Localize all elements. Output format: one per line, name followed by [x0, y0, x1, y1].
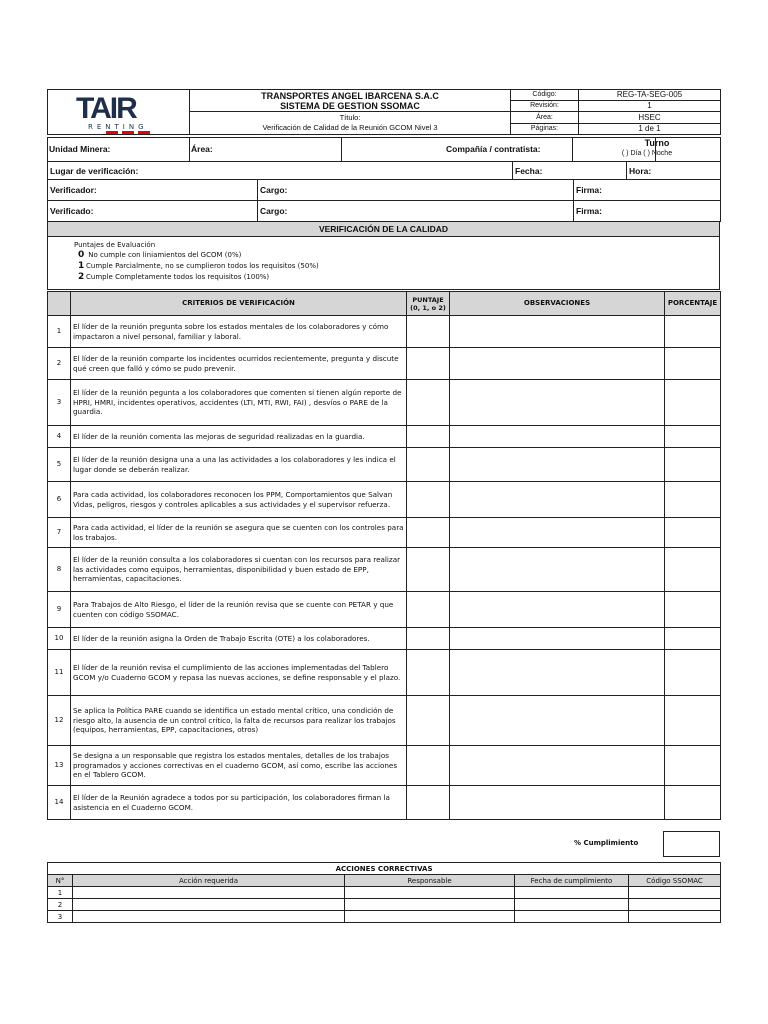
firma-field-2[interactable]: Firma:	[574, 201, 721, 222]
criteria-text: El líder de la reunión asigna la Orden de Trabajo Escrita (OTE) a los colaboradores.	[71, 628, 407, 650]
criteria-number: 14	[48, 786, 71, 820]
porcentaje-cell[interactable]	[665, 746, 721, 786]
score-text: Cumple Completamente todos los requisitos (100%)	[86, 273, 270, 281]
puntaje-cell[interactable]	[407, 696, 450, 746]
porcentaje-cell[interactable]	[665, 482, 721, 518]
porcentaje-cell[interactable]	[665, 518, 721, 548]
criteria-text: El líder de la reunión comparte los incidentes ocurridos recientemente, pregunta y discute qué creen que falló y cómo se pudo prevenir.	[71, 348, 407, 380]
porcentaje-cell[interactable]	[665, 628, 721, 650]
puntaje-cell[interactable]	[407, 518, 450, 548]
fecha-field[interactable]: Fecha:	[513, 162, 627, 180]
observaciones-cell[interactable]	[450, 348, 665, 380]
unidad-minera-field[interactable]: Unidad Minera:	[48, 138, 190, 162]
criteria-row	[48, 746, 721, 786]
verificado-field[interactable]: Verificado:	[48, 201, 258, 222]
criteria-number: 2	[48, 348, 71, 380]
criteria-row	[48, 518, 721, 548]
criteria-row	[48, 786, 721, 820]
score-number: 1	[78, 261, 85, 271]
action-cell[interactable]	[629, 899, 721, 911]
porcentaje-cell[interactable]	[665, 696, 721, 746]
observaciones-cell[interactable]	[450, 592, 665, 628]
logo-sub: RENTING	[88, 123, 148, 131]
actions-header: N°	[48, 875, 73, 887]
criteria-number: 3	[48, 380, 71, 426]
scores-legend	[48, 237, 720, 290]
system-name: SISTEMA DE GESTION SSOMAC	[280, 100, 420, 111]
puntaje-cell[interactable]	[407, 650, 450, 696]
action-cell[interactable]	[629, 911, 721, 923]
criteria-text: El líder de la reunión pregunta sobre los estados mentales de los colaboradores y cómo impactaron a nivel personal, familiar y laboral.	[71, 316, 407, 348]
cumplimiento-label: % Cumplimiento	[574, 839, 639, 847]
action-cell[interactable]	[345, 899, 515, 911]
area-field[interactable]: Área:	[190, 138, 342, 162]
cargo-field[interactable]: Cargo:	[258, 180, 574, 201]
observaciones-cell[interactable]	[450, 786, 665, 820]
meta-value: 1 de 1	[579, 124, 721, 135]
action-cell[interactable]	[629, 887, 721, 899]
criteria-text: El líder de la reunión designa una a una las actividades a los colaboradores y les indica el lugar donde se deberán realizar.	[71, 448, 407, 482]
criteria-row	[48, 548, 721, 592]
criteria-number: 5	[48, 448, 71, 482]
turno-box	[574, 138, 720, 158]
actions-title: ACCIONES CORRECTIVAS	[48, 863, 721, 875]
score-item	[50, 272, 717, 283]
observaciones-cell[interactable]	[450, 316, 665, 348]
puntaje-cell[interactable]	[407, 746, 450, 786]
logo-accent-bar	[138, 131, 150, 134]
title-label: Título:	[339, 113, 361, 122]
porcentaje-cell[interactable]	[665, 426, 721, 448]
action-cell[interactable]	[515, 899, 629, 911]
actions-body	[48, 887, 721, 923]
criteria-row	[48, 696, 721, 746]
criteria-row	[48, 592, 721, 628]
porcentaje-cell[interactable]	[665, 348, 721, 380]
action-cell[interactable]	[73, 899, 345, 911]
action-number: 3	[48, 911, 73, 923]
meta-label: Revisión:	[511, 101, 579, 112]
info-section-2	[47, 161, 721, 180]
meta-value: 1	[579, 101, 721, 112]
criteria-row	[48, 316, 721, 348]
porcentaje-cell[interactable]	[665, 316, 721, 348]
criteria-number: 11	[48, 650, 71, 696]
criteria-number: 10	[48, 628, 71, 650]
criteria-text: Se designa a un responsable que registra los estados mentales, detalles de los trabajos programados y acciones correctivas en el cuaderno GCOM, así como, escribe las acciones en el Tablero GCOM.	[71, 746, 407, 786]
criteria-text: Para cada actividad, el líder de la reunión se asegura que se cuenten con los controles para los trabajos.	[71, 518, 407, 548]
criteria-text: El líder de la reunión revisa el cumplimiento de las acciones implementadas del Tablero GCOM y/o Cuaderno GCOM y repasa las nuevas acciones, se define responsable y el plazo.	[71, 650, 407, 696]
company-logo	[48, 90, 190, 135]
compania-field[interactable]: Compañía / contratista:	[342, 138, 656, 162]
score-text: No cumple con liniamientos del GCOM (0%)	[88, 251, 242, 259]
turno-label: Turno	[644, 138, 670, 148]
action-cell[interactable]	[515, 887, 629, 899]
criteria-text: Para Trabajos de Alto Riesgo, el líder de la reunión revisa que se cuente con PETAR y que cuenten con código SSOMAC.	[71, 592, 407, 628]
criteria-text: El líder de la reunión comenta las mejoras de seguridad realizadas en la guardia.	[71, 426, 407, 448]
score-number: 0	[78, 250, 85, 260]
logo-accent-bar	[106, 131, 118, 134]
scores-title: Puntajes de Evaluación	[74, 241, 156, 249]
score-item	[50, 261, 717, 272]
firma-field[interactable]: Firma:	[574, 180, 721, 201]
meta-value: REG-TA-SEG-005	[579, 90, 721, 101]
meta-label: Código:	[511, 90, 579, 101]
document-title-cell	[190, 112, 511, 135]
criteria-row	[48, 426, 721, 448]
criteria-number: 4	[48, 426, 71, 448]
quality-section	[47, 221, 720, 290]
action-cell[interactable]	[345, 887, 515, 899]
company-name: TRANSPORTES ANGEL IBARCENA S.A.C	[261, 90, 439, 101]
logo-accent-bar	[122, 131, 134, 134]
criteria-text: El líder de la reunión consulta a los colaboradores si cuentan con los recursos para realizar las actividades como equipos, herramientas, disponibilidad y buen estado de EPP, herramientas, capacitaciones.	[71, 548, 407, 592]
puntaje-cell[interactable]	[407, 482, 450, 518]
criteria-number: 1	[48, 316, 71, 348]
criteria-row	[48, 628, 721, 650]
info-section-3	[47, 179, 721, 222]
puntaje-cell[interactable]	[407, 786, 450, 820]
porcentaje-cell[interactable]	[665, 380, 721, 426]
criteria-number: 12	[48, 696, 71, 746]
meta-value: HSEC	[579, 112, 721, 124]
puntaje-cell[interactable]	[407, 628, 450, 650]
porcentaje-cell[interactable]	[665, 548, 721, 592]
puntaje-header: PUNTAJE (0, 1, o 2)	[407, 292, 450, 316]
puntaje-cell[interactable]	[407, 426, 450, 448]
porcentaje-cell[interactable]	[665, 592, 721, 628]
observaciones-cell[interactable]	[450, 746, 665, 786]
cumplimiento-box[interactable]	[663, 831, 720, 857]
observaciones-cell[interactable]	[450, 696, 665, 746]
puntaje-cell[interactable]	[407, 592, 450, 628]
meta-label: Páginas:	[511, 124, 579, 135]
criteria-number: 13	[48, 746, 71, 786]
porcentaje-cell[interactable]	[665, 650, 721, 696]
criteria-text: El líder de la Reunión agradece a todos por su participación, los colaboradores firman la asistencia en el Cuaderno GCOM.	[71, 786, 407, 820]
actions-header: Responsable	[345, 875, 515, 887]
criteria-text: El líder de la reunión pegunta a los colaboradores que comenten si tienen algún reporte de HPRI, HMRI, incidentes operativos, accidentes (LTI, MTI, RWI, FAI) , desvíos o PARE de la guardia.	[71, 380, 407, 426]
criteria-table	[47, 291, 721, 820]
observaciones-cell[interactable]	[450, 628, 665, 650]
action-number: 2	[48, 899, 73, 911]
observaciones-cell[interactable]	[450, 650, 665, 696]
criteria-row	[48, 448, 721, 482]
criteria-text: Para cada actividad, los colaboradores reconocen los PPM, Comportamientos que Salvan Vidas, peligros, riesgos y controles aplicables a sus actividades y el supervisor refuerza.	[71, 482, 407, 518]
porcentaje-header: PORCENTAJE	[665, 292, 721, 316]
turno-options[interactable]: ( ) Día ( ) Noche	[621, 150, 673, 157]
puntaje-cell[interactable]	[407, 448, 450, 482]
criteria-row	[48, 650, 721, 696]
action-number: 1	[48, 887, 73, 899]
criteria-text: Se aplica la Política PARE cuando se identifica un estado mental crítico, una condición de riesgo alto, la ausencia de un control crítico, la falta de recursos para realizar los trabajos (equipos, herramientas, EPP, capacitaciones, otros)	[71, 696, 407, 746]
observaciones-cell[interactable]	[450, 426, 665, 448]
criteria-number: 9	[48, 592, 71, 628]
divider	[572, 137, 573, 161]
document-header	[47, 89, 721, 135]
actions-header: Fecha de cumplimiento	[515, 875, 629, 887]
actions-header: Acción requerida	[73, 875, 345, 887]
actions-table	[47, 862, 721, 923]
company-name-cell	[190, 90, 511, 112]
observaciones-cell[interactable]	[450, 548, 665, 592]
criteria-row	[48, 380, 721, 426]
hora-field[interactable]: Hora:	[627, 162, 721, 180]
criteria-header: CRITERIOS DE VERIFICACIÓN	[71, 292, 407, 316]
document-title: Verificación de Calidad de la Reunión GCOM Nivel 3	[262, 123, 438, 132]
puntaje-cell[interactable]	[407, 316, 450, 348]
observaciones-cell[interactable]	[450, 482, 665, 518]
puntaje-cell[interactable]	[407, 348, 450, 380]
observaciones-cell[interactable]	[450, 518, 665, 548]
action-row	[48, 887, 721, 899]
action-cell[interactable]	[345, 911, 515, 923]
criteria-body	[48, 316, 721, 820]
porcentaje-cell[interactable]	[665, 448, 721, 482]
cargo-field-2[interactable]: Cargo:	[258, 201, 574, 222]
action-cell[interactable]	[515, 911, 629, 923]
logo-brand: TAIR	[76, 92, 136, 125]
observaciones-cell[interactable]	[450, 448, 665, 482]
score-item	[50, 250, 717, 261]
observaciones-cell[interactable]	[450, 380, 665, 426]
action-row	[48, 899, 721, 911]
criteria-header-num	[48, 292, 71, 316]
verificador-field[interactable]: Verificador:	[48, 180, 258, 201]
puntaje-cell[interactable]	[407, 380, 450, 426]
criteria-row	[48, 482, 721, 518]
lugar-field[interactable]: Lugar de verificación:	[48, 162, 513, 180]
criteria-number: 7	[48, 518, 71, 548]
puntaje-cell[interactable]	[407, 548, 450, 592]
action-cell[interactable]	[73, 911, 345, 923]
observaciones-header: OBSERVACIONES	[450, 292, 665, 316]
criteria-number: 6	[48, 482, 71, 518]
criteria-number: 8	[48, 548, 71, 592]
actions-header: Código SSOMAC	[629, 875, 721, 887]
meta-label: Área:	[511, 112, 579, 124]
porcentaje-cell[interactable]	[665, 786, 721, 820]
score-number: 2	[78, 272, 85, 282]
quality-title: VERIFICACIÓN DE LA CALIDAD	[48, 222, 720, 237]
action-cell[interactable]	[73, 887, 345, 899]
score-text: Cumple Parcialmente, no se cumplieron todos los requisitos (50%)	[86, 262, 319, 270]
criteria-row	[48, 348, 721, 380]
action-row	[48, 911, 721, 923]
